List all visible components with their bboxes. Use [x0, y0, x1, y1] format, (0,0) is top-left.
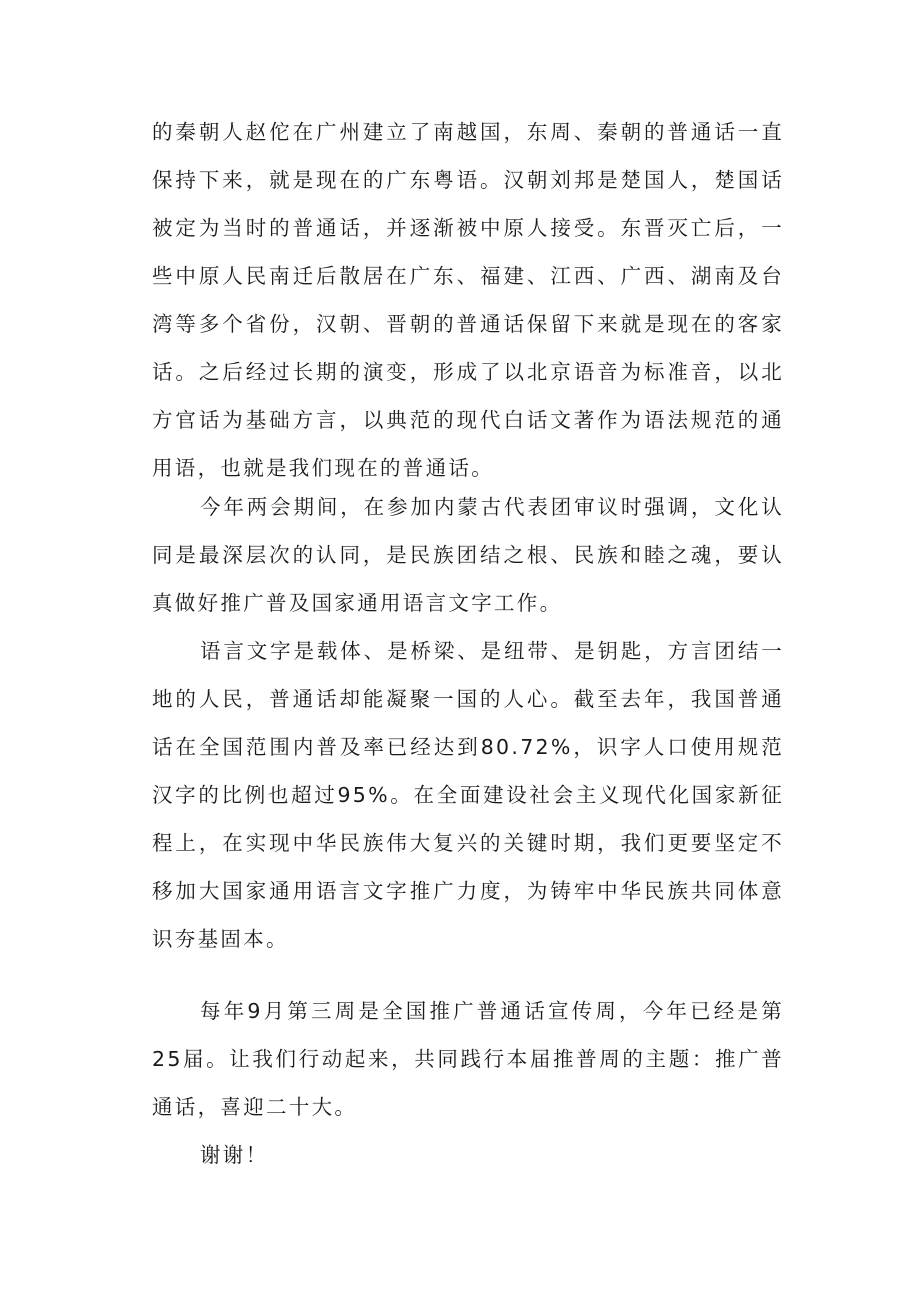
paragraph-text: 今年两会期间，在参加内蒙古代表团审议时强调，文化认同是最深层次的认同，是民族团结之根、民族和睦之魂，要认真做好推广普及国家通用语言文字工作。	[152, 495, 784, 615]
closing-thanks: 谢谢！	[200, 1143, 269, 1167]
paragraph-closing	[152, 1131, 784, 1179]
paragraph-text: 每年9月第三周是全国推广普通话宣传周，今年已经是第25届。让我们行动起来，共同践行本届推普周的主题：推广普通话，喜迎二十大。	[152, 999, 784, 1119]
paragraph-promotion-week	[152, 987, 784, 1131]
paragraph-text: 的秦朝人赵佗在广州建立了南越国，东周、秦朝的普通话一直保持下来，就是现在的广东粤语。汉朝刘邦是楚国人，楚国话被定为当时的普通话，并逐渐被中原人接受。东晋灭亡后，一些中原人民南迁后散居在广东、福建、江西、广西、湖南及台湾等多个省份，汉朝、晋朝的普通话保留下来就是现在的客家话。之后经过长期的演变，形成了以北京语音为标准音，以北方官话为基础方言，以典范的现代白话文著作为语法规范的通用语，也就是我们现在的普通话。	[152, 120, 784, 480]
paragraph-language-statistics	[152, 627, 784, 963]
paragraph-text: 语言文字是载体、是桥梁、是纽带、是钥匙，方言团结一地的人民，普通话却能凝聚一国的人心。截至去年，我国普通话在全国范围内普及率已经达到80.72%，识字人口使用规范汉字的比例也超过95%。在全面建设社会主义现代化国家新征程上，在实现中华民族伟大复兴的关键时期，我们更要坚定不移加大国家通用语言文字推广力度，为铸牢中华民族共同体意识夯基固本。	[152, 639, 784, 951]
paragraph-history	[152, 108, 784, 492]
paragraph-cultural-identity	[152, 483, 784, 627]
